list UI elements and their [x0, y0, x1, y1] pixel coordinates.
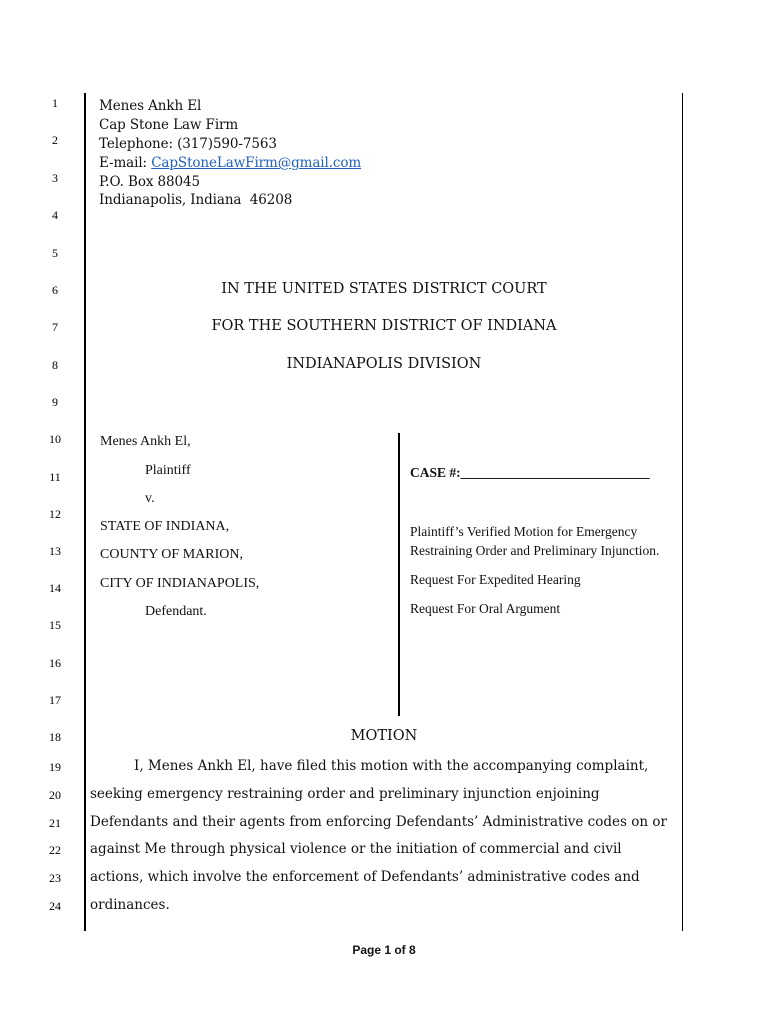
right-margin-rule: [682, 93, 683, 931]
motion-title-line2: Restraining Order and Preliminary Injunction.: [410, 543, 660, 558]
line-number: 2: [52, 133, 58, 147]
line-number: 12: [49, 507, 61, 521]
defendant-city: CITY OF INDIANAPOLIS,: [100, 576, 260, 591]
line-number: 23: [49, 871, 61, 885]
body-line: I, Menes Ankh El, have filed this motion with the accompanying complaint,: [134, 758, 649, 774]
email-line: [99, 155, 361, 171]
motion-heading: MOTION: [350, 728, 418, 744]
line-number: 3: [52, 171, 58, 185]
po-box: P.O. Box 88045: [99, 174, 200, 190]
line-number: 14: [49, 581, 61, 595]
firm-name: Cap Stone Law Firm: [99, 117, 239, 133]
line-number: 6: [52, 283, 58, 297]
left-margin-rule: [84, 93, 86, 931]
line-number: 15: [49, 618, 61, 632]
line-number: 16: [49, 656, 61, 670]
line-number: 18: [49, 730, 61, 744]
motion-title-line1: Plaintiff’s Verified Motion for Emergency: [410, 524, 638, 539]
line-number: 5: [52, 246, 58, 260]
body-line: ordinances.: [90, 897, 170, 913]
line-number: 13: [49, 544, 61, 558]
defendant-label: Defendant.: [145, 604, 207, 619]
body-line: seeking emergency restraining order and preliminary injunction enjoining: [90, 786, 600, 802]
line-number: 22: [49, 843, 61, 857]
attorney-name: Menes Ankh El: [99, 98, 202, 114]
case-number: CASE #:____________________________: [410, 465, 650, 480]
line-number: 20: [49, 788, 61, 802]
line-number: 7: [52, 320, 58, 334]
caption-divider-rule: [398, 433, 400, 716]
versus: v.: [145, 491, 155, 506]
body-line: Defendants and their agents from enforcing Defendants’ Administrative codes on or: [90, 814, 667, 830]
defendant-county: COUNTY OF MARION,: [100, 547, 243, 562]
city-state-zip: Indianapolis, Indiana 46208: [99, 192, 293, 208]
body-line: against Me through physical violence or the initiation of commercial and civil: [90, 841, 622, 857]
plaintiff-label: Plaintiff: [145, 463, 191, 478]
line-number: 11: [49, 470, 61, 484]
line-number: 10: [49, 432, 61, 446]
line-number: 8: [52, 358, 58, 372]
body-line: actions, which involve the enforcement of Defendants’ administrative codes and: [90, 869, 640, 885]
line-number: 21: [49, 816, 61, 830]
line-number: 4: [52, 208, 58, 222]
defendant-state: STATE OF INDIANA,: [100, 519, 230, 534]
request-expedited-hearing: Request For Expedited Hearing: [410, 572, 581, 587]
page-footer: Page 1 of 8: [352, 943, 416, 957]
line-number: 19: [49, 760, 61, 774]
line-number: 1: [52, 96, 58, 110]
email-link[interactable]: CapStoneLawFirm@gmail.com: [151, 155, 362, 171]
court-name: IN THE UNITED STATES DISTRICT COURT: [221, 281, 547, 297]
line-number: 17: [49, 693, 61, 707]
court-division: INDIANAPOLIS DIVISION: [286, 356, 482, 372]
court-district: FOR THE SOUTHERN DISTRICT OF INDIANA: [211, 318, 557, 334]
telephone: Telephone: (317)590-7563: [99, 136, 277, 152]
email-label: E-mail:: [99, 155, 152, 171]
request-oral-argument: Request For Oral Argument: [410, 601, 561, 616]
plaintiff-name: Menes Ankh El,: [100, 434, 191, 449]
line-number: 24: [49, 899, 61, 913]
line-number: 9: [52, 395, 58, 409]
